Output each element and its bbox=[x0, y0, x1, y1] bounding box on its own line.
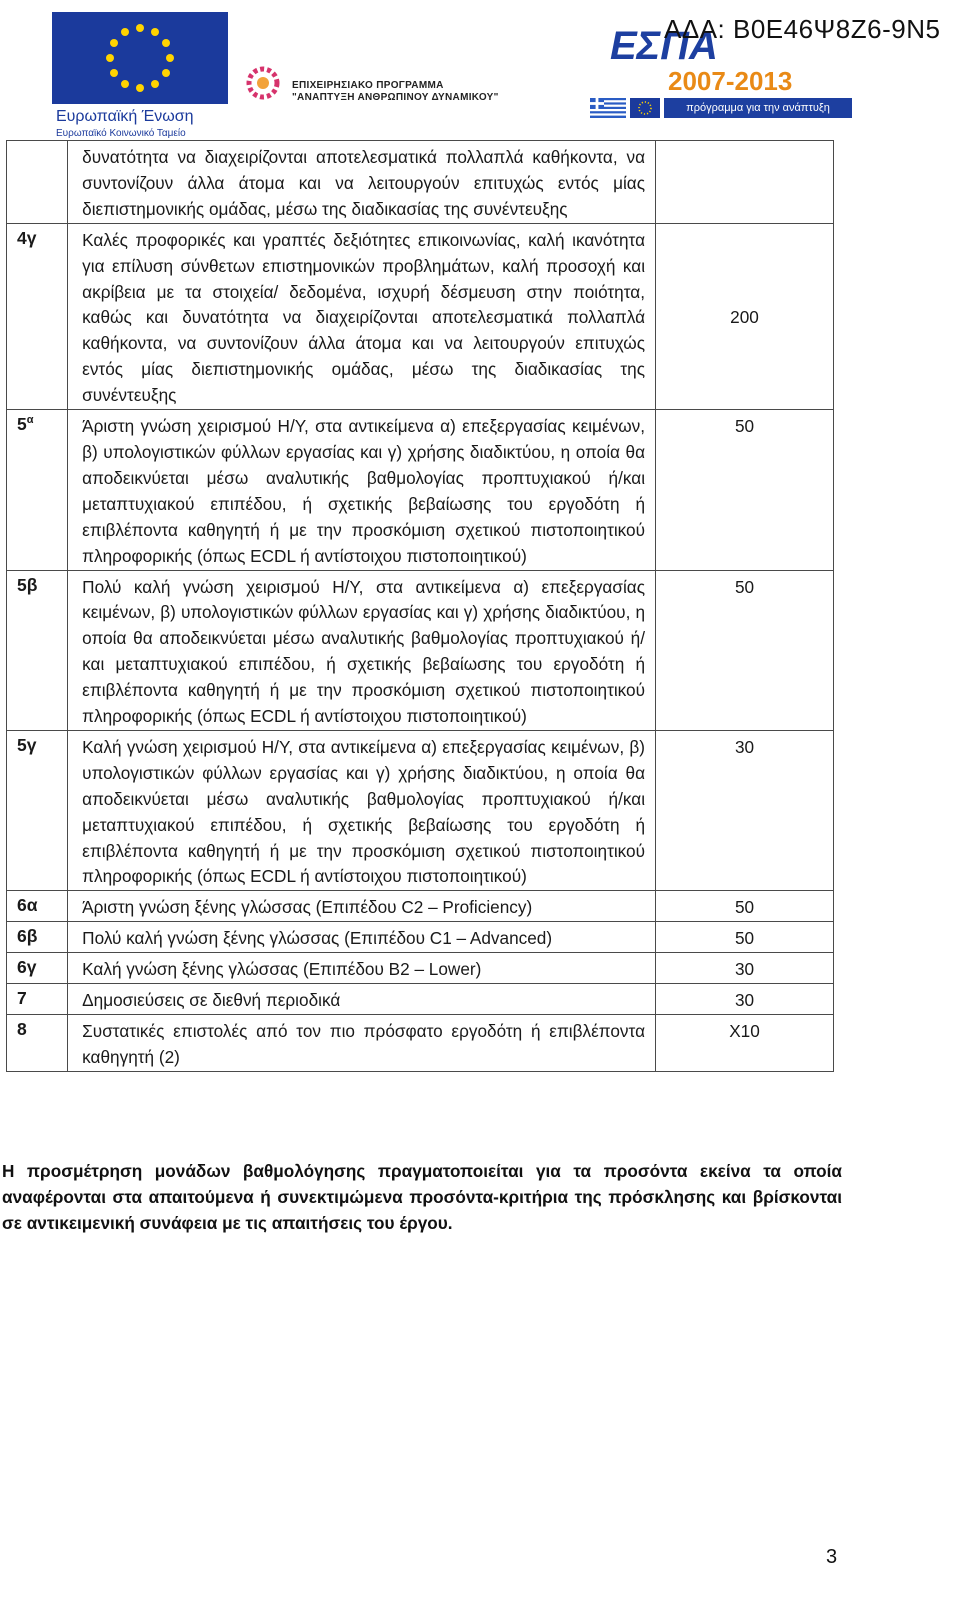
row-score: 200 bbox=[656, 223, 834, 409]
row-code: 6γ bbox=[7, 953, 68, 984]
row-code: 4γ bbox=[7, 223, 68, 409]
row-score: Χ10 bbox=[656, 1015, 834, 1072]
row-description: Άριστη γνώση ξένης γλώσσας (Επιπέδου C2 – Proficiency) bbox=[68, 891, 656, 922]
table-row bbox=[7, 953, 834, 984]
page-header bbox=[0, 0, 960, 140]
eu-caption-main: Ευρωπαϊκή Ένωση bbox=[56, 108, 194, 125]
row-score: 30 bbox=[656, 984, 834, 1015]
row-code bbox=[7, 141, 68, 224]
espa-slogan: πρόγραμμα για την ανάπτυξη bbox=[664, 98, 852, 118]
row-description: Καλή γνώση ξένης γλώσσας (Επιπέδου B2 – Lower) bbox=[68, 953, 656, 984]
table-row bbox=[7, 410, 834, 570]
page-number: 3 bbox=[826, 1546, 838, 1568]
row-description: Πολύ καλή γνώση ξένης γλώσσας (Επιπέδου C1 – Advanced) bbox=[68, 922, 656, 953]
row-score: 30 bbox=[656, 953, 834, 984]
espa-bar bbox=[590, 98, 852, 118]
table-row bbox=[7, 730, 834, 890]
row-code: 6α bbox=[7, 891, 68, 922]
row-description: Καλή γνώση χειρισμού Η/Υ, στα αντικείμενα α) επεξεργασίας κειμένων, β) υπολογιστικών φύλλων εργασίας και γ) χρήσης διαδικτύου, η οποία θα αποδεικνύεται μέσω αναλυτικής βαθμολογίας προπτυχιακού ή/και μεταπτυχιακού επιπέδου, ή σχετικής βεβαίωσης του εργοδότη ή επιβλέποντα καθηγητή ή με την προσκόμιση σχετικού πιστοποιητικού πληροφορικής (όπως ECDL ή αντίστοιχου πιστοποιητικού) bbox=[68, 730, 656, 890]
row-code: 7 bbox=[7, 984, 68, 1015]
row-code: 5β bbox=[7, 570, 68, 730]
criteria-table bbox=[6, 140, 834, 1072]
row-score: 50 bbox=[656, 410, 834, 570]
espa-years: 2007-2013 bbox=[668, 66, 793, 96]
table-row bbox=[7, 570, 834, 730]
row-score: 50 bbox=[656, 922, 834, 953]
table-row bbox=[7, 922, 834, 953]
row-code bbox=[7, 410, 68, 570]
programme-emblem-icon bbox=[240, 60, 286, 106]
row-description: δυνατότητα να διαχειρίζονται αποτελεσματικά πολλαπλά καθήκοντα, να συντονίζουν άλλα άτομα και να λειτουργούν επιτυχώς εντός μίας διεπιστημονικής ομάδας, μέσω της διαδικασίας της συνέντευξης bbox=[68, 141, 656, 224]
operational-programme-logo bbox=[240, 60, 560, 110]
row-code-main: 5 bbox=[17, 414, 27, 435]
row-description: Συστατικές επιστολές από τον πιο πρόσφατο εργοδότη ή επιβλέποντα καθηγητή (2) bbox=[68, 1015, 656, 1072]
row-code: 8 bbox=[7, 1015, 68, 1072]
table-row bbox=[7, 1015, 834, 1072]
programme-name-line1: ΕΠΙΧΕΙΡΗΣΙΑΚΟ ΠΡΟΓΡΑΜΜΑ bbox=[292, 80, 444, 91]
table-row bbox=[7, 223, 834, 409]
row-score: 50 bbox=[656, 891, 834, 922]
row-score bbox=[656, 141, 834, 224]
row-description: Καλές προφορικές και γραπτές δεξιότητες επικοινωνίας, καλή ικανότητα για επίλυση σύνθετων επιστημονικών προβλημάτων, καλή προσοχή και ακρίβεια με τα στοιχεία/ δεδομένα, ισχυρή δέσμευση στην ποιότητα, καθώς και δυνατότητα να διαχειρίζονται αποτελεσματικά πολλαπλά καθήκοντα, να συντονίζουν άλλα άτομα και να λειτουργούν επιτυχώς εντός μίας διεπιστημονικής ομάδας, μέσω της διαδικασίας της συνέντευξης bbox=[68, 223, 656, 409]
row-description: Δημοσιεύσεις σε διεθνή περιοδικά bbox=[68, 984, 656, 1015]
row-code: 5γ bbox=[7, 730, 68, 890]
table-row bbox=[7, 984, 834, 1015]
programme-name-line2: "ΑΝΑΠΤΥΞΗ ΑΝΘΡΩΠΙΝΟΥ ΔΥΝΑΜΙΚΟΥ" bbox=[292, 92, 499, 103]
row-score: 30 bbox=[656, 730, 834, 890]
espa-title: ΕΣΠΑ bbox=[610, 24, 718, 68]
table-row bbox=[7, 141, 834, 224]
table-row bbox=[7, 891, 834, 922]
ada-code: ΑΔΑ: Β0Ε46Ψ8Ζ6-9Ν5 bbox=[664, 14, 941, 44]
row-code-superscript: α bbox=[26, 414, 34, 427]
greek-flag-icon bbox=[590, 98, 626, 118]
eu-flag-icon bbox=[52, 12, 228, 104]
row-score: 50 bbox=[656, 570, 834, 730]
row-code: 6β bbox=[7, 922, 68, 953]
row-description: Άριστη γνώση χειρισμού Η/Υ, στα αντικείμενα α) επεξεργασίας κειμένων, β) υπολογιστικών φύλλων εργασίας και γ) χρήσης διαδικτύου, η οποία θα αποδεικνύεται μέσω αναλυτικής βαθμολογίας προπτυχιακού ή/και μεταπτυχιακού επιπέδου, ή σχετικής βεβαίωσης του εργοδότη ή επιβλέποντα καθηγητή ή με την προσκόμιση σχετικού πιστοποιητικού πληροφορικής (όπως ECDL ή αντίστοιχου πιστοποιητικού) bbox=[68, 410, 656, 570]
row-description: Πολύ καλή γνώση χειρισμού Η/Υ, στα αντικείμενα α) επεξεργασίας κειμένων, β) υπολογιστικών φύλλων εργασίας και γ) χρήσης διαδικτύου, η οποία θα αποδεικνύεται μέσω αναλυτικής βαθμολογίας προπτυχιακού ή/και μεταπτυχιακού επιπέδου, ή σχετικής βεβαίωσης του εργοδότη ή επιβλέποντα καθηγητή ή με την προσκόμιση σχετικού πιστοποιητικού πληροφορικής (όπως ECDL ή αντίστοιχου πιστοποιητικού) bbox=[68, 570, 656, 730]
eu-caption-sub: Ευρωπαϊκό Κοινωνικό Ταμείο bbox=[56, 128, 186, 139]
eu-small-flag-icon bbox=[630, 98, 660, 118]
scoring-note: Η προσμέτρηση μονάδων βαθμολόγησης πραγματοποιείται για τα προσόντα εκείνα τα οποία αναφέρονται στα απαιτούμενα ή συνεκτιμώμενα προσόντα-κριτήρια της πρόσκλησης και βρίσκονται σε αντικειμενική συνάφεια με τις απαιτήσεις του έργου. bbox=[2, 1161, 842, 1233]
eu-logo bbox=[52, 12, 228, 140]
